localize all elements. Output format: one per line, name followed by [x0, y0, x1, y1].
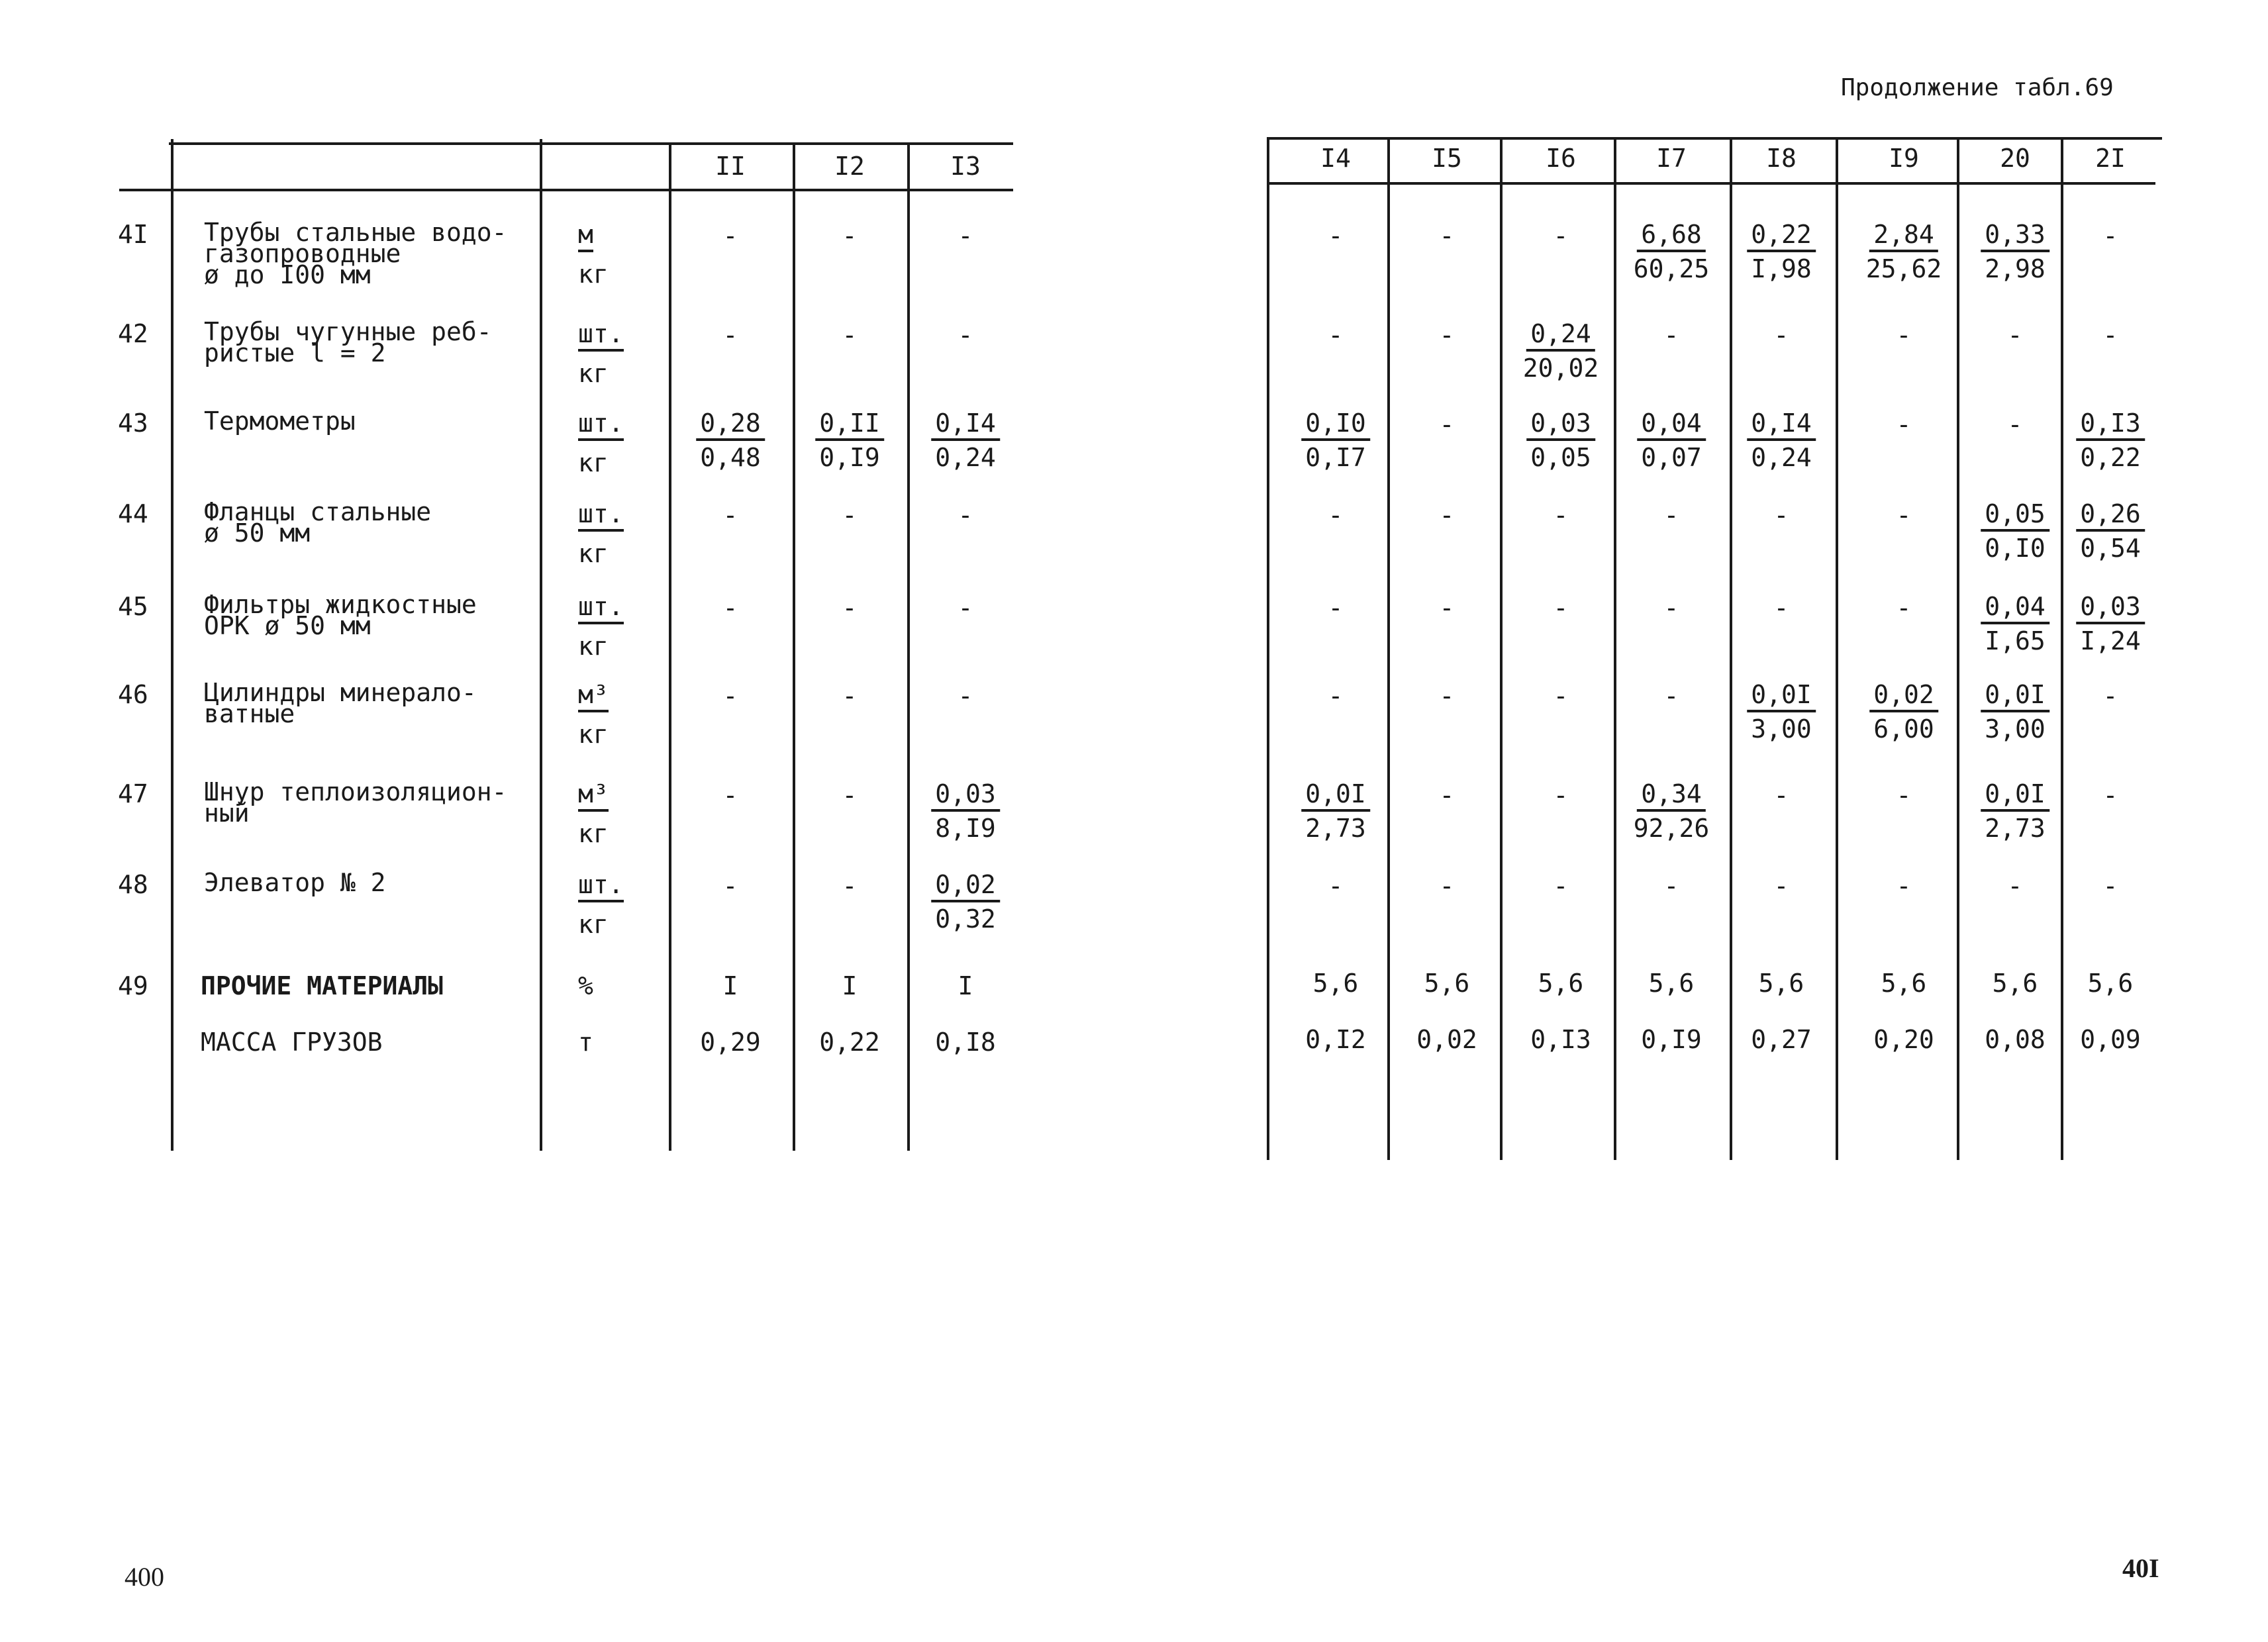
table-cell: 0,29	[700, 1028, 761, 1057]
fraction-cell	[1747, 222, 1816, 281]
table-cell: I	[722, 971, 738, 1000]
table-cell: -	[1553, 871, 1569, 900]
page-number-left: 400	[124, 1562, 164, 1592]
fraction-denominator: 60,25	[1633, 254, 1710, 283]
fraction-numerator: 0,03	[931, 781, 1000, 812]
fraction-numerator: 0,II	[815, 410, 884, 441]
table-cell: -	[958, 320, 973, 350]
unit-cell	[578, 410, 624, 475]
table-cell: -	[722, 320, 738, 350]
table-cell: -	[1328, 593, 1344, 622]
table-cell: -	[1773, 501, 1789, 530]
fraction-denominator: 6,00	[1873, 714, 1934, 744]
fraction-numerator: 0,24	[1526, 321, 1595, 352]
fraction-denominator: 0,I7	[1305, 443, 1366, 472]
fraction-denominator: 2,73	[1985, 814, 2046, 843]
row-number: 4I	[118, 220, 148, 249]
fraction-cell	[696, 410, 765, 470]
table-cell: 0,20	[1873, 1025, 1934, 1054]
row-number: 47	[118, 779, 148, 808]
table-cell: -	[1663, 501, 1679, 530]
fraction-denominator: 25,62	[1865, 254, 1942, 283]
fraction-numerator: 0,02	[1869, 682, 1938, 712]
table-cell: -	[722, 221, 738, 250]
unit-bottom: кг	[578, 260, 609, 289]
column-header: I7	[1656, 144, 1687, 173]
table-cell: -	[1439, 410, 1455, 439]
row-name: Трубы стальные водо- газопроводные ø до I00 мм	[204, 218, 507, 289]
table-cell: -	[1773, 593, 1789, 622]
fraction-denominator: 2,98	[1985, 254, 2046, 283]
fraction-denominator: 0,48	[700, 443, 761, 472]
fraction-numerator: 0,02	[931, 872, 1000, 902]
table-cell: 5,6	[1758, 969, 1804, 998]
left-rule-0	[171, 139, 173, 1151]
column-header: I3	[950, 152, 981, 181]
table-cell: -	[1439, 781, 1455, 810]
fraction-cell	[1747, 682, 1816, 742]
unit-cell: т	[578, 1028, 593, 1057]
right-header-rule	[1268, 182, 2155, 185]
table-cell: -	[842, 681, 858, 710]
unit-bottom: кг	[578, 819, 609, 848]
fraction-cell	[931, 781, 1000, 841]
unit-cell	[578, 501, 624, 566]
table-cell: -	[842, 593, 858, 622]
fraction-cell	[1523, 321, 1599, 381]
fraction-denominator: 0,24	[1751, 443, 1812, 472]
unit-cell	[578, 781, 609, 846]
row-name: Элеватор № 2	[204, 868, 386, 897]
unit-cell	[578, 594, 624, 659]
right-rule-6	[1957, 137, 1959, 1160]
table-cell: 0,I9	[1641, 1025, 1702, 1054]
table-cell: -	[1328, 681, 1344, 710]
unit-bottom: кг	[578, 632, 609, 661]
table-cell: 0,I2	[1305, 1025, 1366, 1054]
fraction-denominator: 8,I9	[935, 814, 996, 843]
right-rule-4	[1730, 137, 1732, 1160]
column-header: I6	[1546, 144, 1576, 173]
fraction-denominator: I,65	[1985, 626, 2046, 655]
table-cell: 5,6	[1992, 969, 2038, 998]
fraction-numerator: 0,33	[1981, 222, 2049, 252]
table-cell: 5,6	[1648, 969, 1695, 998]
row-number: 48	[118, 870, 148, 899]
table-cell: -	[1439, 681, 1455, 710]
fraction-cell	[1747, 410, 1816, 470]
table-cell: -	[1439, 501, 1455, 530]
fraction-denominator: 3,00	[1985, 714, 2046, 744]
fraction-cell	[1981, 781, 2049, 841]
table-cell: I	[842, 971, 858, 1000]
table-cell: 0,09	[2080, 1025, 2141, 1054]
page-number-right: 40I	[2122, 1553, 2159, 1583]
fraction-numerator: 0,04	[1981, 594, 2049, 624]
table-cell: 0,27	[1751, 1025, 1812, 1054]
table-cell: -	[958, 681, 973, 710]
fraction-denominator: 20,02	[1522, 354, 1599, 383]
fraction-numerator: 0,0I	[1301, 781, 1370, 812]
table-cell: 0,I8	[935, 1028, 996, 1057]
fraction-cell	[931, 872, 1000, 932]
column-header: 2I	[2095, 144, 2126, 173]
fraction-cell	[2076, 594, 2145, 653]
unit-bottom: кг	[578, 539, 609, 568]
table-cell: -	[1328, 501, 1344, 530]
table-cell: -	[1328, 320, 1344, 350]
column-header: I2	[834, 152, 865, 181]
fraction-numerator: 0,28	[696, 410, 765, 441]
column-header: I8	[1766, 144, 1797, 173]
fraction-cell	[815, 410, 884, 470]
row-name: ПРОЧИЕ МАТЕРИАЛЫ	[201, 971, 444, 1000]
unit-top: шт.	[578, 410, 624, 441]
unit-bottom: кг	[578, 910, 609, 939]
unit-top: шт.	[578, 321, 624, 352]
table-cell: -	[1896, 871, 1912, 900]
table-cell: -	[1439, 320, 1455, 350]
fraction-cell	[1634, 222, 1709, 281]
table-cell: 0,08	[1985, 1025, 2046, 1054]
table-cell: -	[2102, 781, 2118, 810]
table-cell: -	[1553, 681, 1569, 710]
column-header: I5	[1432, 144, 1462, 173]
table-cell: -	[1439, 871, 1455, 900]
table-cell: -	[1328, 221, 1344, 250]
table-cell: -	[722, 781, 738, 810]
fraction-numerator: 0,I4	[1747, 410, 1816, 441]
row-number: 42	[118, 319, 148, 348]
fraction-denominator: 0,24	[935, 443, 996, 472]
table-cell: -	[2102, 320, 2118, 350]
fraction-cell	[1981, 594, 2049, 653]
fraction-denominator: 92,26	[1633, 814, 1710, 843]
fraction-cell	[2076, 501, 2145, 561]
table-cell: -	[1773, 871, 1789, 900]
right-rule-5	[1836, 137, 1838, 1160]
table-cell: -	[1896, 501, 1912, 530]
unit-top: шт.	[578, 594, 624, 624]
table-cell: -	[2007, 871, 2023, 900]
fraction-numerator: 6,68	[1637, 222, 1706, 252]
table-cell: -	[1896, 781, 1912, 810]
table-cell: -	[1553, 221, 1569, 250]
table-cell: 5,6	[2087, 969, 2134, 998]
column-header: II	[715, 152, 746, 181]
fraction-cell	[1981, 222, 2049, 281]
fraction-cell	[1634, 781, 1709, 841]
fraction-numerator: 0,22	[1747, 222, 1816, 252]
table-cell: -	[2007, 320, 2023, 350]
table-cell: -	[1439, 593, 1455, 622]
fraction-cell	[1866, 222, 1942, 281]
fraction-numerator: 0,34	[1637, 781, 1706, 812]
table-cell: -	[1439, 221, 1455, 250]
left-table-top-rule	[169, 142, 1013, 145]
fraction-numerator: 0,I3	[2076, 410, 2145, 441]
table-cell: -	[842, 781, 858, 810]
table-cell: -	[1553, 593, 1569, 622]
table-cell: -	[1553, 501, 1569, 530]
column-header: 20	[2000, 144, 2030, 173]
table-cell: -	[722, 871, 738, 900]
table-cell: -	[1328, 871, 1344, 900]
right-rule-2	[1500, 137, 1503, 1160]
fraction-numerator: 0,26	[2076, 501, 2145, 532]
unit-top: м³	[578, 682, 609, 712]
table-cell: -	[722, 681, 738, 710]
unit-bottom: кг	[578, 359, 609, 388]
row-name: Фланцы стальные ø 50 мм	[204, 497, 432, 548]
row-number: 46	[118, 680, 148, 709]
table-cell: -	[1773, 781, 1789, 810]
column-header: I4	[1320, 144, 1351, 173]
table-cell: -	[1663, 593, 1679, 622]
table-cell: I	[958, 971, 973, 1000]
fraction-denominator: 0,05	[1530, 443, 1591, 472]
unit-top: м³	[578, 781, 609, 812]
unit-cell: %	[578, 971, 593, 1000]
right-rule-0	[1267, 137, 1269, 1160]
table-cell: -	[958, 501, 973, 530]
fraction-numerator: 2,84	[1869, 222, 1938, 252]
fraction-numerator: 0,03	[1526, 410, 1595, 441]
table-cell: -	[722, 501, 738, 530]
fraction-cell	[1981, 501, 2049, 561]
table-cell: 0,22	[819, 1028, 880, 1057]
table-cell: 0,02	[1416, 1025, 1477, 1054]
left-rule-4	[907, 144, 910, 1151]
left-rule-3	[793, 144, 795, 1151]
fraction-denominator: 0,I0	[1985, 534, 2046, 563]
table-cell: 5,6	[1538, 969, 1584, 998]
table-cell: -	[722, 593, 738, 622]
fraction-numerator: 0,I0	[1301, 410, 1370, 441]
table-cell: -	[958, 593, 973, 622]
unit-cell	[578, 321, 624, 386]
right-rule-3	[1614, 137, 1616, 1160]
right-rule-1	[1387, 137, 1390, 1160]
fraction-cell	[1869, 682, 1938, 742]
fraction-denominator: 3,00	[1751, 714, 1812, 744]
fraction-cell	[1301, 781, 1370, 841]
table-cell: -	[1663, 320, 1679, 350]
fraction-numerator: 0,0I	[1747, 682, 1816, 712]
fraction-numerator: 0,04	[1637, 410, 1706, 441]
unit-top: м	[578, 222, 593, 252]
fraction-numerator: 0,05	[1981, 501, 2049, 532]
table-cell: -	[1553, 781, 1569, 810]
continuation-label: Продолжение табл.69	[1841, 74, 2114, 101]
fraction-denominator: 0,22	[2080, 443, 2141, 472]
column-header: I9	[1889, 144, 1919, 173]
fraction-cell	[2076, 410, 2145, 470]
fraction-denominator: 0,07	[1641, 443, 1702, 472]
fraction-denominator: I,24	[2080, 626, 2141, 655]
right-table-top-rule	[1268, 137, 2162, 140]
unit-bottom: кг	[578, 448, 609, 477]
table-cell: -	[1663, 681, 1679, 710]
row-number: 44	[118, 499, 148, 528]
table-cell: -	[2102, 681, 2118, 710]
fraction-denominator: 2,73	[1305, 814, 1366, 843]
row-number: 49	[118, 971, 148, 1000]
table-cell: -	[958, 221, 973, 250]
unit-cell	[578, 682, 609, 747]
table-cell: -	[1896, 593, 1912, 622]
table-cell: 5,6	[1312, 969, 1359, 998]
unit-cell	[578, 872, 624, 937]
unit-top: шт.	[578, 872, 624, 902]
fraction-cell	[931, 410, 1000, 470]
fraction-cell	[1981, 682, 2049, 742]
left-rule-2	[669, 144, 671, 1151]
table-cell: -	[842, 871, 858, 900]
table-cell: -	[2007, 410, 2023, 439]
table-cell: -	[842, 320, 858, 350]
row-name: Шнур теплоизоляцион- ный	[204, 777, 507, 828]
unit-bottom: кг	[578, 720, 609, 749]
right-rule-7	[2061, 137, 2063, 1160]
fraction-numerator: 0,0I	[1981, 682, 2049, 712]
table-cell: -	[1773, 320, 1789, 350]
table-cell: -	[842, 221, 858, 250]
table-cell: 5,6	[1881, 969, 1927, 998]
fraction-denominator: 0,32	[935, 904, 996, 934]
row-number: 43	[118, 409, 148, 438]
table-cell: -	[842, 501, 858, 530]
row-name: МАССА ГРУЗОВ	[201, 1028, 383, 1057]
row-name: Трубы чугунные реб- ристые l = 2	[204, 317, 492, 367]
left-header-rule	[119, 189, 1013, 191]
fraction-numerator: 0,03	[2076, 594, 2145, 624]
fraction-denominator: I,98	[1751, 254, 1812, 283]
fraction-cell	[1526, 410, 1595, 470]
fraction-numerator: 0,0I	[1981, 781, 2049, 812]
table-cell: -	[2102, 221, 2118, 250]
row-name: Цилиндры минерало- ватные	[204, 678, 477, 728]
row-name: Фильтры жидкостные ОРК ø 50 мм	[204, 590, 477, 640]
fraction-denominator: 0,I9	[819, 443, 880, 472]
row-number: 45	[118, 592, 148, 621]
fraction-denominator: 0,54	[2080, 534, 2141, 563]
table-cell: -	[1663, 871, 1679, 900]
table-cell: 0,I3	[1530, 1025, 1591, 1054]
left-rule-1	[540, 139, 542, 1151]
table-cell: -	[1896, 410, 1912, 439]
table-cell: 5,6	[1424, 969, 1470, 998]
fraction-numerator: 0,I4	[931, 410, 1000, 441]
table-cell: -	[1896, 320, 1912, 350]
unit-top: шт.	[578, 501, 624, 532]
fraction-cell	[1301, 410, 1370, 470]
fraction-cell	[1637, 410, 1706, 470]
table-cell: -	[2102, 871, 2118, 900]
row-name: Термометры	[204, 407, 356, 436]
unit-cell	[578, 222, 609, 287]
